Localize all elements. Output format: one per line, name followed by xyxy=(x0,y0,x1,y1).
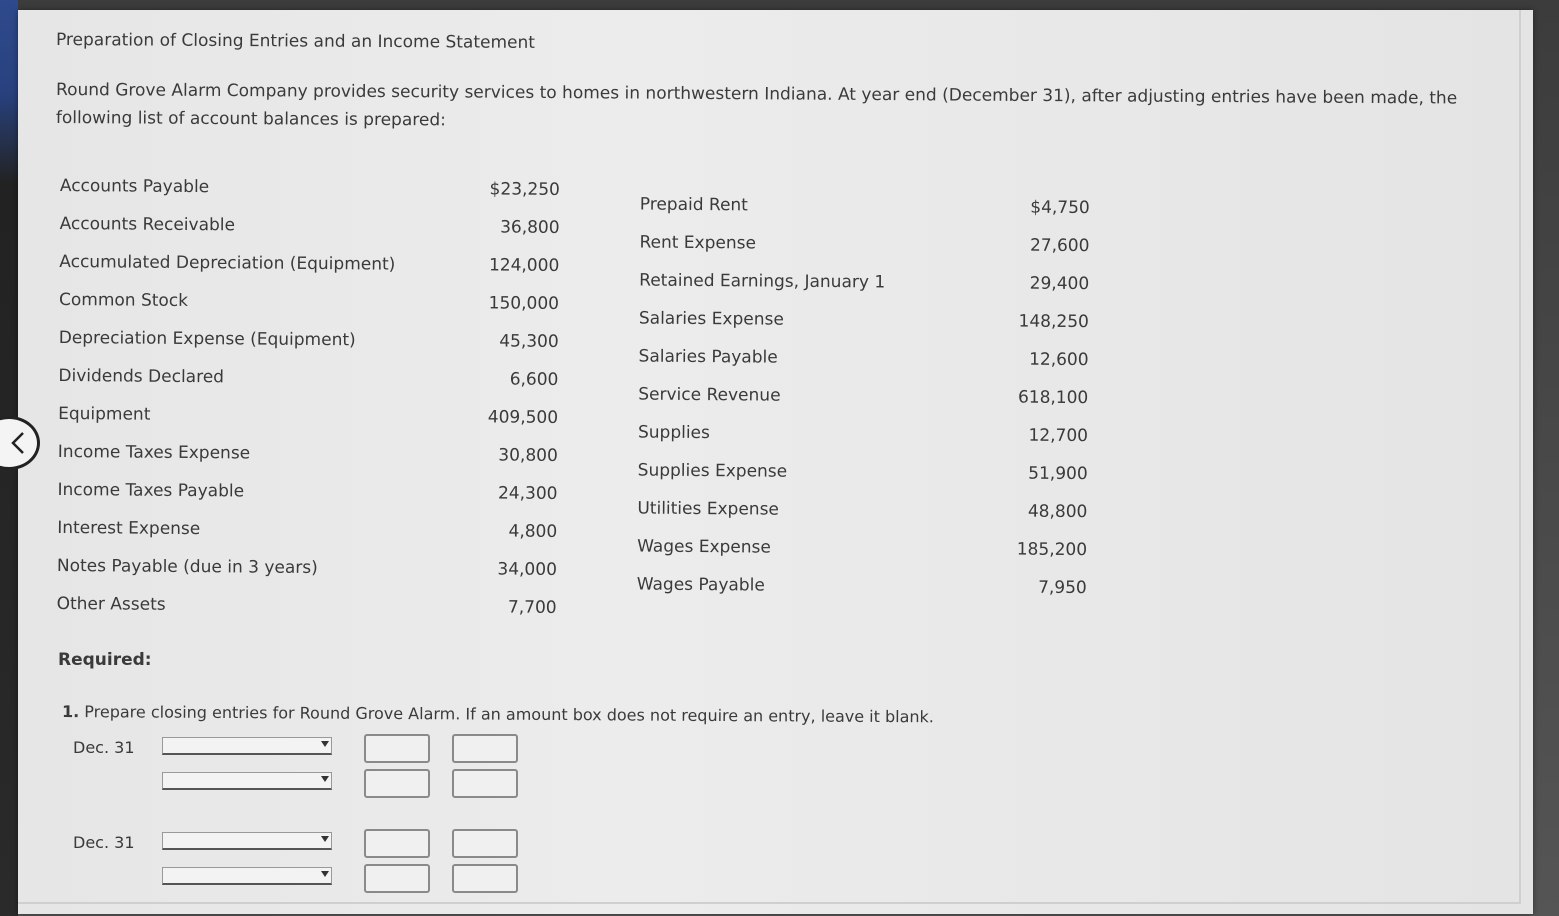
account-name: Accounts Receivable xyxy=(59,213,236,236)
account-amount: 45,300 xyxy=(499,331,559,352)
content-page xyxy=(18,10,1533,914)
problem-intro: Round Grove Alarm Company provides security services to homes in northwestern Indiana. At year end (December 31), after adjusting entries have been made, the following list of account balances is prepared: xyxy=(55,80,1458,131)
account-row xyxy=(60,176,560,204)
account-row xyxy=(59,252,559,280)
account-amount: 12,700 xyxy=(1028,425,1089,447)
account-row xyxy=(59,290,559,318)
account-name: Wages Expense xyxy=(637,536,771,558)
account-name: Notes Payable (due in 3 years) xyxy=(56,555,318,579)
account-row xyxy=(58,404,558,432)
account-name: Common Stock xyxy=(58,289,189,312)
credit-input[interactable] xyxy=(452,864,518,893)
account-name: Salaries Expense xyxy=(638,308,784,330)
entry-date: Dec. 31 xyxy=(73,833,135,852)
instruction xyxy=(62,702,934,726)
account-amount: $23,250 xyxy=(489,179,560,200)
account-name: Accumulated Depreciation (Equipment) xyxy=(59,251,396,275)
account-name: Service Revenue xyxy=(638,384,781,406)
account-row xyxy=(57,556,557,584)
account-select[interactable] xyxy=(162,867,332,885)
account-amount: 148,250 xyxy=(1018,311,1089,333)
required-heading: Required: xyxy=(58,650,152,670)
account-row xyxy=(639,233,1089,261)
account-amount: 12,600 xyxy=(1029,349,1089,371)
account-row xyxy=(638,423,1088,451)
account-amount: 51,900 xyxy=(1028,463,1088,485)
account-name: Equipment xyxy=(58,403,151,425)
credit-input[interactable] xyxy=(452,769,518,798)
account-row xyxy=(58,366,558,394)
account-name: Other Assets xyxy=(56,593,166,615)
account-name: Prepaid Rent xyxy=(639,194,748,216)
account-name: Wages Payable xyxy=(636,574,765,596)
account-amount: $4,750 xyxy=(1030,197,1090,219)
account-balances xyxy=(56,176,1090,644)
account-amount: 6,600 xyxy=(509,369,559,390)
debit-input[interactable] xyxy=(364,734,430,763)
account-row xyxy=(640,195,1090,223)
debit-input[interactable] xyxy=(364,829,430,858)
account-amount: 185,200 xyxy=(1016,539,1088,561)
account-name: Depreciation Expense (Equipment) xyxy=(58,327,356,351)
account-name: Dividends Declared xyxy=(58,365,225,388)
account-name: Retained Earnings, January 1 xyxy=(639,270,886,293)
account-name: Interest Expense xyxy=(57,517,201,540)
account-name: Income Taxes Expense xyxy=(57,441,251,464)
dropdown-arrow-icon xyxy=(321,871,329,877)
account-row xyxy=(637,575,1087,603)
dropdown-arrow-icon xyxy=(321,836,329,842)
account-amount: 150,000 xyxy=(488,293,560,314)
dropdown-arrow-icon xyxy=(321,776,329,782)
debit-input[interactable] xyxy=(364,864,430,893)
account-name: Utilities Expense xyxy=(637,498,780,520)
account-row xyxy=(639,271,1089,299)
account-row xyxy=(637,499,1087,527)
chevron-left-icon xyxy=(11,431,25,455)
account-row xyxy=(57,518,557,546)
instruction-number: 1. xyxy=(61,702,80,722)
account-row xyxy=(57,480,557,508)
entry-date: Dec. 31 xyxy=(73,738,135,757)
account-name: Accounts Payable xyxy=(59,176,210,198)
account-amount: 409,500 xyxy=(487,407,559,428)
account-row xyxy=(58,442,558,470)
account-amount: 7,700 xyxy=(507,597,557,618)
account-row xyxy=(60,214,560,242)
account-name: Salaries Payable xyxy=(638,346,778,368)
account-select[interactable] xyxy=(162,737,332,755)
account-amount: 7,950 xyxy=(1038,577,1087,599)
account-row xyxy=(638,347,1088,375)
account-row xyxy=(638,385,1088,413)
dropdown-arrow-icon xyxy=(321,741,329,747)
account-name: Supplies Expense xyxy=(637,460,788,482)
account-name: Rent Expense xyxy=(639,232,757,254)
account-amount: 4,800 xyxy=(508,521,558,542)
credit-input[interactable] xyxy=(452,734,518,763)
credit-input[interactable] xyxy=(452,829,518,858)
account-name: Income Taxes Payable xyxy=(57,479,245,502)
page-title: Preparation of Closing Entries and an Income Statement xyxy=(55,30,536,53)
account-amount: 29,400 xyxy=(1029,273,1090,295)
account-name: Supplies xyxy=(637,422,711,444)
account-row xyxy=(59,328,559,356)
account-row xyxy=(639,309,1089,337)
account-amount: 34,000 xyxy=(497,559,558,580)
account-amount: 48,800 xyxy=(1027,501,1088,523)
account-amount: 27,600 xyxy=(1029,235,1090,257)
account-row xyxy=(57,594,557,622)
instruction-text: Prepare closing entries for Round Grove Alarm. If an amount box does not require an entry, leave it blank. xyxy=(84,702,934,727)
account-select[interactable] xyxy=(162,832,332,850)
account-amount: 30,800 xyxy=(498,445,558,466)
account-amount: 24,300 xyxy=(497,483,558,504)
account-row xyxy=(638,461,1088,489)
account-amount: 36,800 xyxy=(500,217,560,238)
debit-input[interactable] xyxy=(364,769,430,798)
account-select[interactable] xyxy=(162,772,332,790)
account-amount: 124,000 xyxy=(488,255,560,276)
account-amount: 618,100 xyxy=(1017,387,1089,409)
account-row xyxy=(637,537,1087,565)
